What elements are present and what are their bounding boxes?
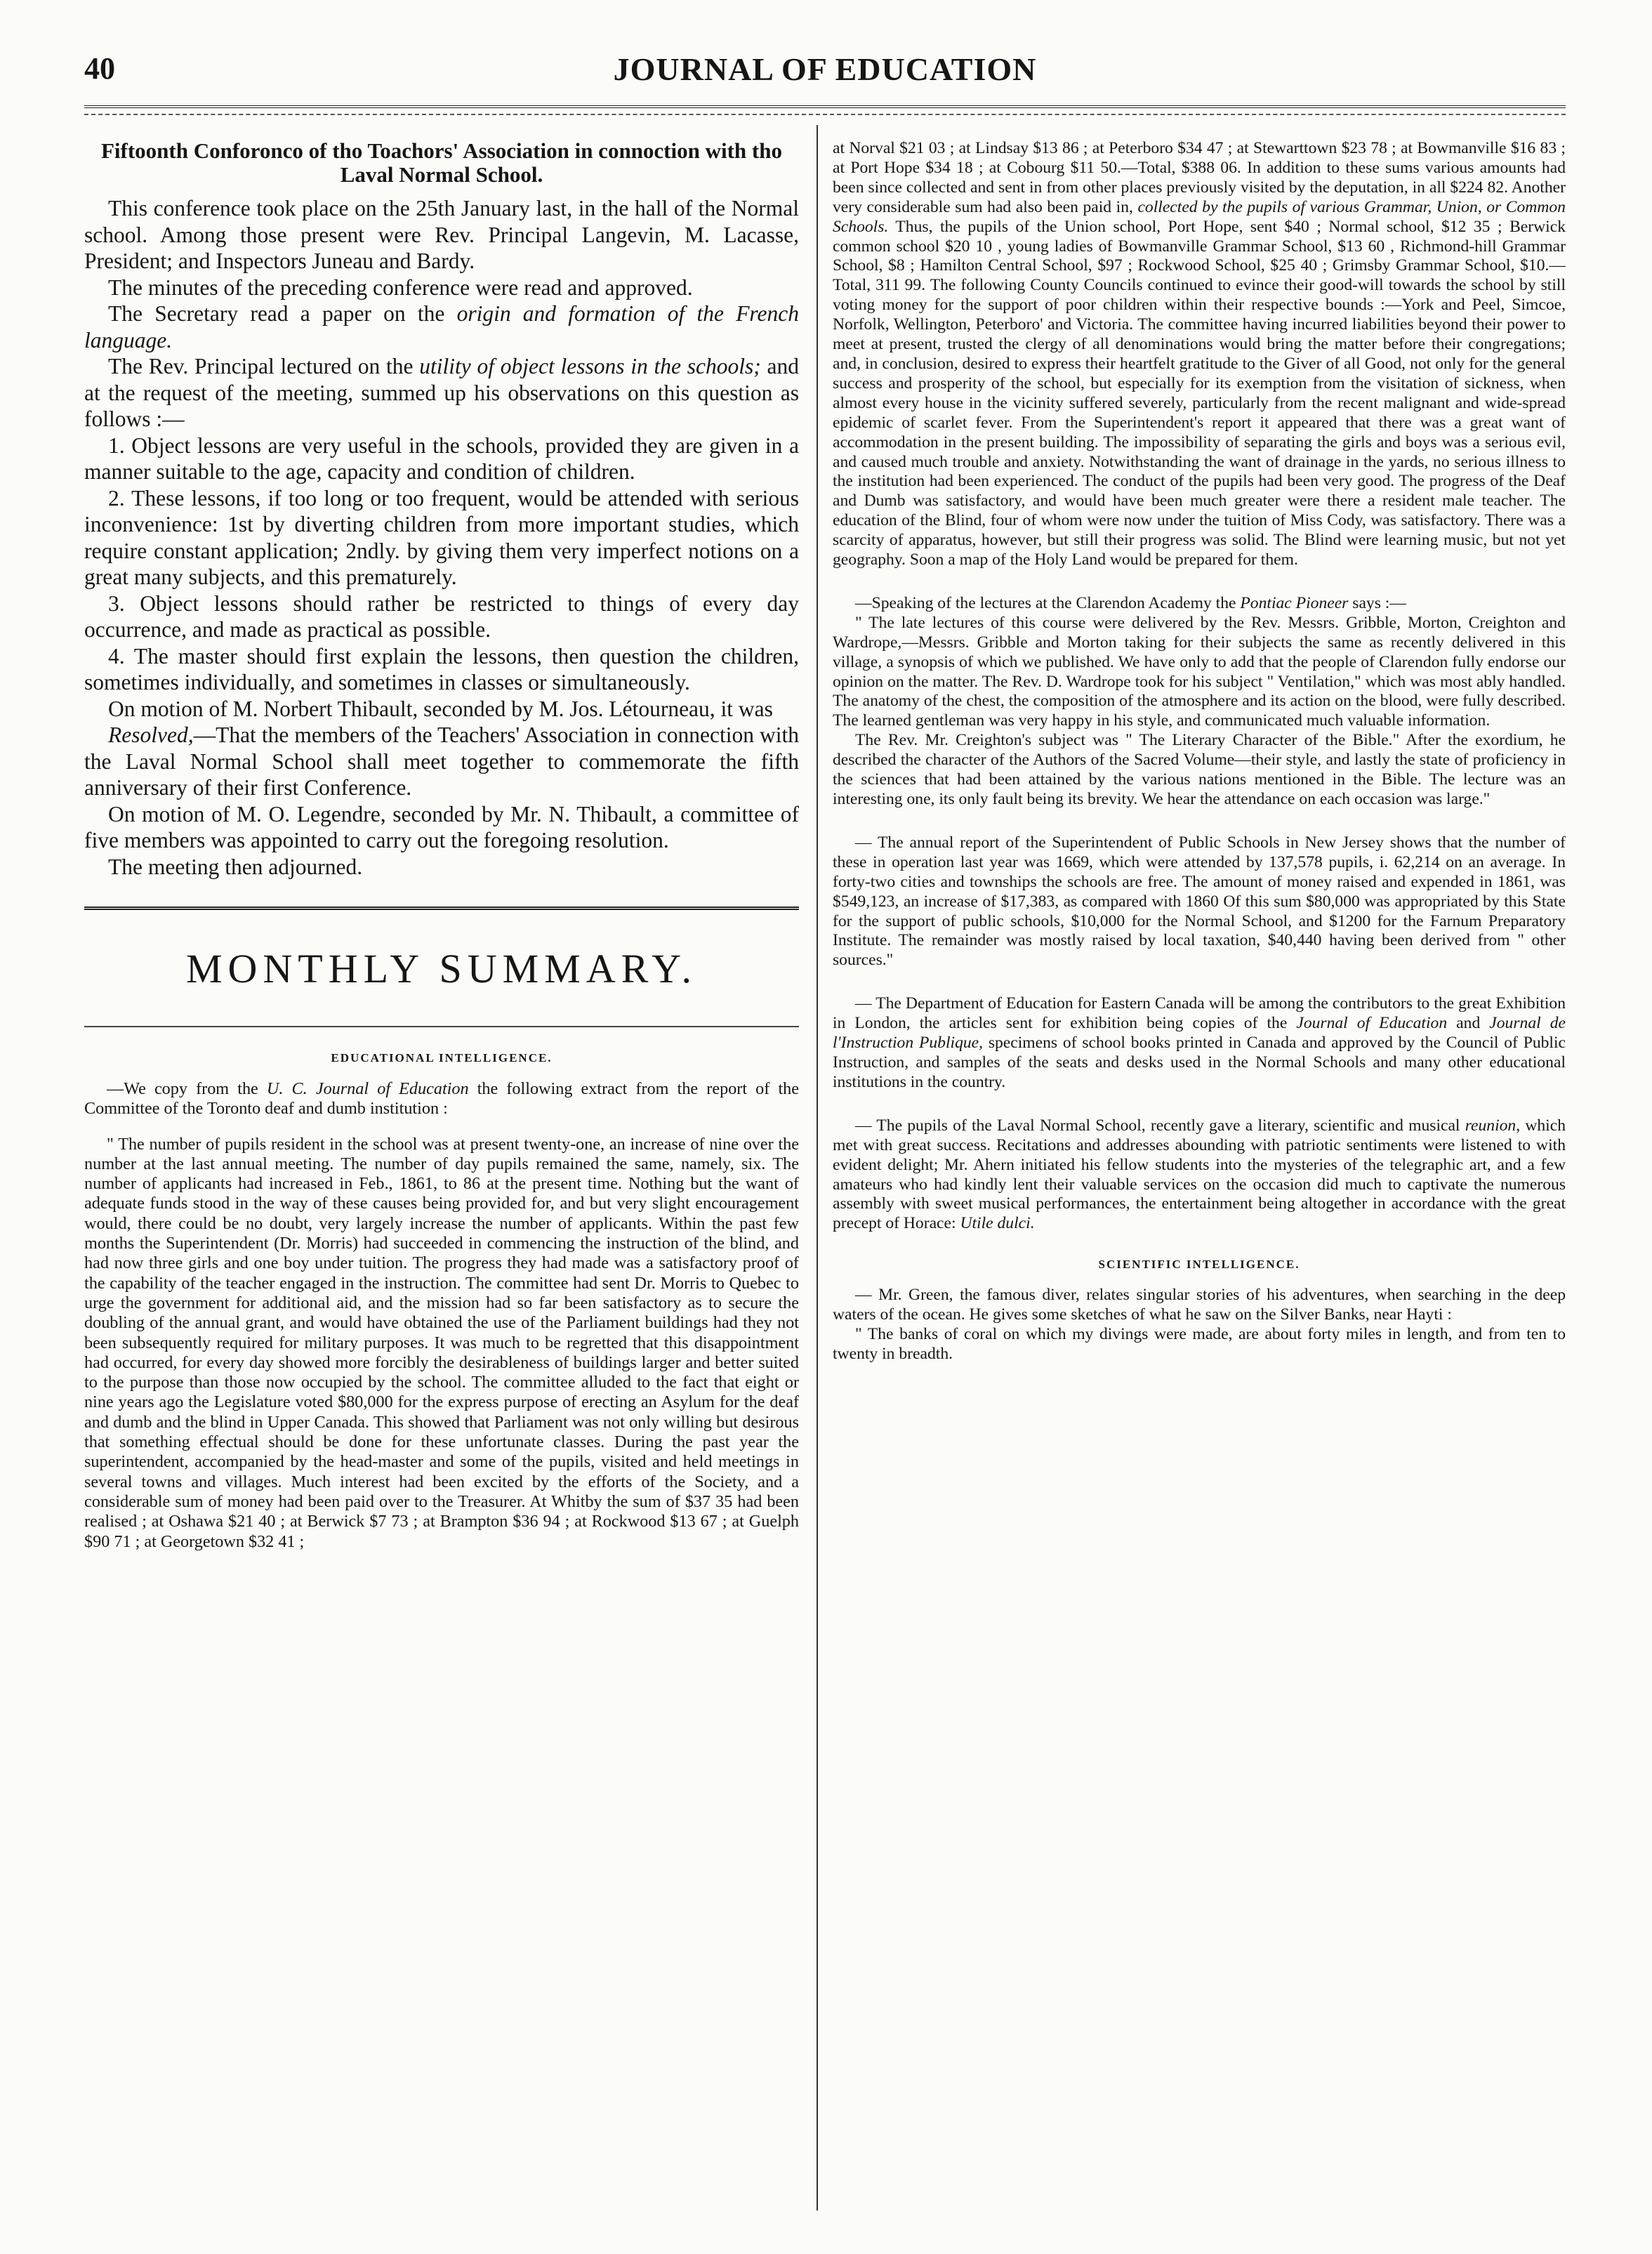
quoted-report: " The number of pupils resident in the school was at present twenty-one, an increase of nine over the number at the last annual meeting. The number of day pupils remained the same, namely, six. The number of applicants had increased in Feb., 1861, to 86 at the present time. Nothing but the want of adequate funds stood in the way of these causes being provided for, and but very slight encouragement would, there could be no doubt, very largely increase the number of applicants. Within the past few months the Superintendent (Dr. Morris) had succeeded in commencing the instruction of the blind, and had now three girls and one boy under tuition. The progress they had made was a satisfactory proof of the capability of the teacher engaged in the instruction. The committee had sent Dr. Morris to Quebec to urge the government for additional aid, and the mission had so far been satisfactory as to secure the doubling of the annual grant, and would have obtained the use of the Parliament buildings had they not been subsequently required for military purposes. It was much to be regretted that this disappointment had occurred, for every day showed more forcibly the desirableness of buildings larger and better suited to the purpose than those now occupied by the school. The committee alluded to the fact that eight or nine years ago the Legislature voted $80,000 for the express purpose of erecting an Asylum for the deaf and dumb and the blind in Upper Canada. This showed that Parliament was not only willing but desirous that something effectual should be done for these unfortunate classes. During the past year the superintendent, accompanied by the head-master and some of the pupils, visited and held meetings in several towns and villages. Much interest had been excited by the efforts of the Society, and a considerable sum of money had been paid over to the Treasurer. At Whitby the sum of $37 35 had been realised ; at Oshawa $21 40 ; at Berwick $7 73 ; at Brampton $36 94 ; at Rockwood $13 67 ; at Guelph $90 71 ; at Georgetown $32 41 ; bbox=[84, 1134, 799, 1551]
text: —Speaking of the lectures at the Clarendon Academy the bbox=[855, 593, 1241, 612]
text: and bbox=[1447, 1014, 1490, 1033]
text: —That the members of the Teachers' Association in connection with the Laval Normal School shall meet together to commemorate the fifth anniversary of their first Conference. bbox=[84, 723, 799, 800]
left-column bbox=[84, 139, 799, 2217]
italic-text: collected by the pupils of various Grammar, Union, or Common Schools. bbox=[833, 197, 1566, 236]
paragraph bbox=[833, 1116, 1566, 1234]
italic-text: origin and formation of the French language. bbox=[84, 301, 799, 352]
text: says :— bbox=[1348, 593, 1406, 612]
paragraph bbox=[84, 353, 799, 433]
paragraph bbox=[833, 594, 1566, 614]
text: —We copy from the bbox=[107, 1079, 267, 1098]
quoted-text: " The banks of coral on which my divings were made, are about forty miles in length, and from ten to twenty in breadth. bbox=[833, 1325, 1566, 1363]
paragraph bbox=[833, 139, 1566, 570]
text: — The Department of Education for Eastern Canada will be among the contributors to the great Exhibition in London, the articles sent for exhibition being copies of the bbox=[833, 994, 1566, 1033]
text: at Norval $21 03 ; at Lindsay $13 86 ; at Peterboro $34 47 ; at Stewarttown $23 78 ; at Bowmanville $16 83 ; at Port Hope $34 18 ; at Cobourg $11 50.—Total, $388 06. In addition to these sums various amounts had been since collected and sent in from other places previously visited by the deputation, in all $224 82. Another very considerable sum had also been paid in, bbox=[833, 139, 1566, 216]
paragraph: This conference took place on the 25th January last, in the hall of the Normal school. Among those present were Rev. Principal Langevin, M. Lacasse, President; and Inspectors Juneau and Bardy. bbox=[84, 196, 799, 273]
text: Thus, the pupils of the Union school, Port Hope, sent $40 ; Normal school, $12 35 ; Berwick common school $20 10 , young ladies of Bowmanville Grammar School, $13 60 , Richmond-hill Grammar School, $8 ; Hamilton Central School, $97 ; Rockwood School, $25 40 ; Grimsby Grammar School, $10.—Total, 311 99. The following County Councils continued to evince their good-will towards the school by still voting money for the support of poor children within their respective bounds :—York and Peel, Simcoe, Norfolk, Wellington, Peterboro' and Victoria. The committee having incurred liabilities beyond their power to meet at present, trusted the clergy of all denominations would bring the matter before their congregations; and, in conclusion, desired to express their heartfelt gratitude to the Giver of all Good, not only for the general success and prosperity of the school, but especially for its exemption from the visitation of sickness, when almost every house in the vicinity suffered severely, particularly from the recent malignant and wide-spread epidemic of scarlet fever. From the Superintendent's report it appeared that there was a great want of accommodation in the present building. The impossibility of separating the girls and boys was a serious evil, and caused much trouble and anxiety. Notwithstanding the want of drainage in the yards, no serious illness to the institution had been experienced. The conduct of the pupils had been very good. The progress of the Deaf and Dumb was satisfactory, and would have been much greater were there a resident male teacher. The education of the Blind, four of whom were now under the tuition of Miss Cody, was satisfactory. There was a scarcity of apparatus, however, but still their progress was solid. The Blind were learning music, but not yet geography. Soon a map of the Holy Land would be prepared for them. bbox=[833, 217, 1566, 569]
paragraph bbox=[833, 994, 1566, 1093]
paragraph: The meeting then adjourned. bbox=[108, 854, 363, 879]
italic-text: U. C. Journal of Education bbox=[266, 1079, 469, 1098]
list-item: 4. The master should first explain the lessons, then question the children, sometimes individually, and sometimes in classes or simultaneously. bbox=[84, 643, 799, 694]
page-header bbox=[84, 51, 1566, 100]
paragraph: On motion of M. O. Legendre, seconded by Mr. N. Thibault, a committee of five members was appointed to carry out the foregoing resolution. bbox=[84, 801, 799, 852]
list-item: 1. Object lessons are very useful in the schools, provided they are given in a manner suitable to the age, capacity and condition of children. bbox=[84, 433, 799, 484]
text: — The pupils of the Laval Normal School, recently gave a literary, scientific and musical bbox=[855, 1116, 1465, 1135]
paragraph: The minutes of the preceding conference were read and approved. bbox=[108, 275, 693, 300]
header-rule-dashed bbox=[84, 114, 1566, 115]
header-rule bbox=[84, 105, 1566, 108]
educational-intelligence-heading: EDUCATIONAL INTELLIGENCE. bbox=[331, 1051, 553, 1065]
right-column bbox=[833, 139, 1566, 2217]
quoted-text: The Rev. Mr. Creighton's subject was " The Literary Character of the Bible." After the exordium, he described the character of the Authors of the Sacred Volume—their style, and lastly the state of proficiency in the sciences that had been attained by the various nations mentioned in the Bible. The lecture was an interesting one, its only fault being its brevity. We hear the attendance on each occasion was large." bbox=[833, 731, 1566, 808]
paragraph: On motion of M. Norbert Thibault, seconded by M. Jos. Létourneau, it was bbox=[108, 696, 773, 721]
paragraph bbox=[84, 1079, 799, 1119]
paragraph: — Mr. Green, the famous diver, relates singular stories of his adventures, when searching in the deep waters of the ocean. He gives some sketches of what he saw on the Silver Banks, near Hayti : bbox=[833, 1286, 1566, 1324]
page-number: 40 bbox=[84, 51, 115, 86]
italic-text: utility of object lessons in the schools; bbox=[419, 354, 761, 378]
section-divider bbox=[84, 907, 799, 910]
italic-text: Journal of Education bbox=[1296, 1014, 1448, 1033]
text: The Secretary read a paper on the bbox=[108, 301, 457, 326]
conference-title: Fiftoonth Conforonco of tho Toachors' Association in connoction with tho Laval Normal School. bbox=[100, 139, 782, 187]
paragraph bbox=[84, 722, 799, 801]
scientific-intelligence-heading: SCIENTIFIC INTELLIGENCE. bbox=[1098, 1258, 1300, 1272]
column-divider bbox=[817, 125, 818, 2210]
summary-title: MONTHLY SUMMARY. bbox=[185, 946, 698, 991]
summary-rule bbox=[84, 1026, 799, 1027]
running-title: JOURNAL OF EDUCATION bbox=[613, 51, 1037, 87]
list-item: 3. Object lessons should rather be restricted to things of every day occurrence, and made as practical as possible. bbox=[84, 591, 799, 642]
italic-text: Journal de l'Instruction Publique, bbox=[833, 1014, 1566, 1053]
text: and at the request of the meeting, summed up his observations on this question as follows :— bbox=[84, 354, 799, 431]
italic-text: Resolved, bbox=[108, 723, 194, 747]
text: specimens of school books printed in Canada and approved by the Council of Public Instruction, and samples of the seats and desks used in the Normal Schools and many other educational institutions in the country. bbox=[833, 1034, 1566, 1091]
paragraph bbox=[84, 301, 799, 353]
list-item: 2. These lessons, if too long or too frequent, would be attended with serious inconvenience: 1st by diverting children from more important studies, which require constant application; 2ndly. by giving them very imperfect notions on a great many subjects, and this prematurely. bbox=[84, 485, 799, 589]
text: The Rev. Principal lectured on the bbox=[108, 354, 420, 378]
italic-text: Pontiac Pioneer bbox=[1240, 593, 1349, 612]
italic-text: Utile dulci. bbox=[960, 1214, 1035, 1233]
italic-text: reunion, bbox=[1465, 1116, 1521, 1135]
text: the following extract from the report of the Committee of the Toronto deaf and dumb institution : bbox=[84, 1079, 799, 1119]
paragraph: — The annual report of the Superintendent of Public Schools in New Jersey shows that the number of these in operation last year was 1669, which were attended by 137,578 pupils, i. 62,214 on an average. In forty-two cities and townships the schools are free. The amount of money raised and expended in 1861, was $549,123, an increase of $17,383, as compared with 1860 Of this sum $80,000 was appropriated by this State for the support of public schools, $10,000 for the Normal School, and $1200 for the Farnum Preparatory Institute. The remainder was mostly raised by local taxation, $40,440 having been derived from " other sources." bbox=[833, 833, 1566, 970]
text: which met with great success. Recitations and addresses abounding with patriotic sentiments were listened to with evident delight; Mr. Ahern initiated his fellow students into the mysteries of the telegraphic art, and a few amateurs who had kindly lent their valuable services on the occasion did much to captivate the numerous assembly with sweet musical performances, the entertainment being altogether in accordance with the great precept of Horace: bbox=[833, 1116, 1566, 1233]
quoted-text: " The late lectures of this course were delivered by the Rev. Messrs. Gribble, Morton, Creighton and Wardrope,—Messrs. Gribble and Morton taking for their subjects the same as recently delivered in this village, a synopsis of which we published. We have only to add that the people of Clarendon fully endorse our opinion on the matter. The Rev. D. Wardrope took for his subject " Ventilation," which was most ably handled. The anatomy of the chest, the composition of the atmosphere and its action on the blood, were fully described. The learned gentleman was very happy in his style, and communicated much valuable information. bbox=[833, 613, 1566, 730]
